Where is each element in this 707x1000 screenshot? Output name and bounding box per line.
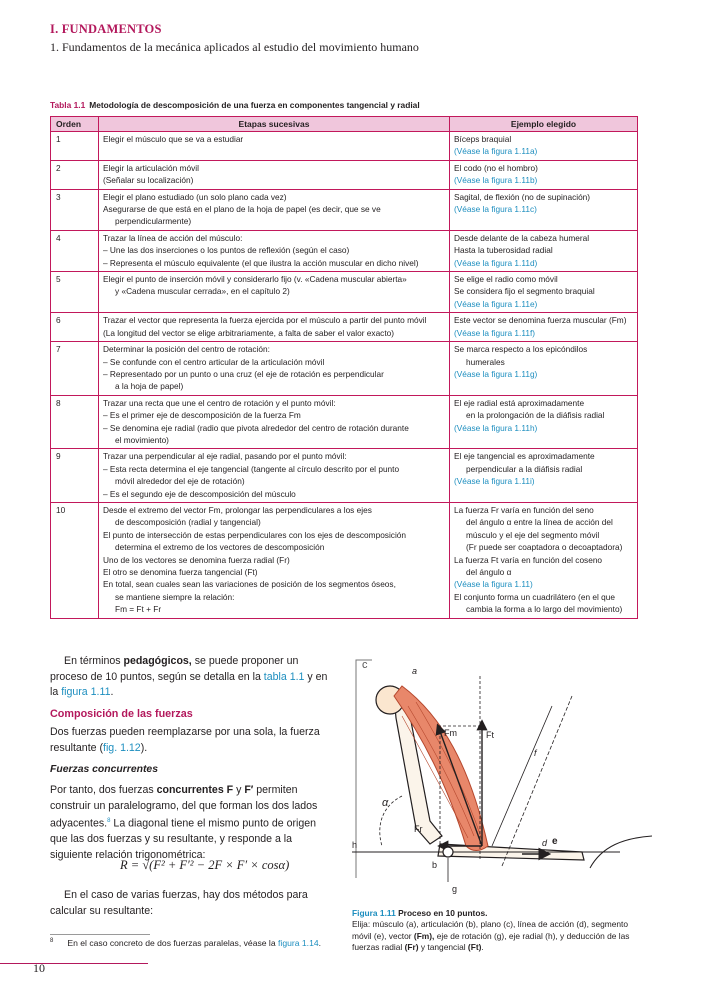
section-header: I. FUNDAMENTOS bbox=[50, 22, 162, 36]
cell-line: Fm = Ft + Fr bbox=[115, 604, 162, 615]
cell-line: Elegir la articulación móvil bbox=[103, 162, 199, 173]
figure-reference[interactable]: (Véase la figura 1.11) bbox=[454, 579, 533, 590]
page-number-rule bbox=[0, 963, 148, 964]
example-cell bbox=[450, 160, 638, 189]
label-f: f bbox=[534, 748, 537, 758]
rotation-center bbox=[443, 847, 453, 857]
table-row bbox=[51, 313, 638, 342]
cell-line: En total, sean cuales sean las variaciones de posición de los segmentos óseos, bbox=[103, 579, 396, 590]
figure-reference[interactable]: (Véase la figura 1.11a) bbox=[454, 146, 538, 157]
stage-cell bbox=[99, 132, 450, 161]
cell-line: en la prolongación de la diáfisis radial bbox=[466, 410, 605, 421]
bold-text: concurrentes F bbox=[156, 784, 234, 796]
label-ft: Ft bbox=[486, 730, 494, 740]
text-span: eje de rotación (g), eje radial (h), y deducción de las fuerzas radial bbox=[352, 930, 630, 953]
steps-table bbox=[50, 116, 638, 619]
row-number: 5 bbox=[51, 272, 99, 313]
table-row bbox=[51, 502, 638, 618]
text-span: se puede proponer un proceso de 10 puntos, según se detalla en la bbox=[50, 655, 299, 683]
figure-caption bbox=[352, 908, 648, 954]
example-cell bbox=[450, 272, 638, 313]
cell-line: y «Cadena muscular cerrada», en el capítulo 2) bbox=[115, 286, 290, 297]
cell-line: Se elige el radio como móvil bbox=[454, 274, 558, 285]
cell-line: a la hoja de papel) bbox=[115, 381, 184, 392]
example-cell bbox=[450, 395, 638, 449]
example-cell bbox=[450, 132, 638, 161]
cell-line: (Fr puede ser coaptadora o decoaptadora) bbox=[466, 542, 623, 553]
figure-reference[interactable]: (Véase la figura 1.11g) bbox=[454, 368, 538, 379]
text-span: . bbox=[481, 942, 484, 953]
paragraph-composicion bbox=[50, 725, 336, 756]
row-number: 1 bbox=[51, 132, 99, 161]
cell-line: La fuerza Ft varía en función del coseno bbox=[454, 554, 603, 565]
label-a: a bbox=[412, 666, 418, 676]
row-number: 10 bbox=[51, 502, 99, 618]
heading-concurrentes: Fuerzas concurrentes bbox=[50, 764, 158, 775]
figure-reference[interactable]: (Véase la figura 1.11h) bbox=[454, 422, 538, 433]
cell-line: el movimiento) bbox=[115, 434, 169, 445]
cell-line: – Es el segundo eje de descomposición del músculo bbox=[103, 488, 296, 499]
cell-line: determina el extremo de los vectores de descomposición bbox=[115, 542, 325, 553]
table-row bbox=[51, 230, 638, 271]
cell-line: humerales bbox=[466, 356, 505, 367]
example-cell bbox=[450, 189, 638, 230]
label-alpha: α bbox=[382, 797, 389, 809]
table-row bbox=[51, 342, 638, 396]
text-span: . bbox=[110, 686, 114, 699]
table-row bbox=[51, 132, 638, 161]
figure-1-11 bbox=[352, 656, 662, 896]
text-span: Dos fuerzas pueden reemplazarse por una sola, la fuerza resultante ( bbox=[50, 726, 320, 754]
figure-reference[interactable]: (Véase la figura 1.11e) bbox=[454, 298, 538, 309]
cell-line: La fuerza Fr varía en función del seno bbox=[454, 504, 594, 515]
example-cell bbox=[450, 342, 638, 396]
cell-line: – Une las dos inserciones o los puntos de reflexión (según el caso) bbox=[103, 245, 350, 256]
figure-reference[interactable]: (Véase la figura 1.11i) bbox=[454, 476, 535, 487]
table-caption: Metodología de descomposición de una fuerza en componentes tangencial y radial bbox=[89, 100, 420, 110]
cell-line: El eje radial está aproximadamente bbox=[454, 397, 585, 408]
table-row bbox=[51, 189, 638, 230]
text-span: Por tanto, dos fuerzas bbox=[50, 784, 157, 796]
stage-cell bbox=[99, 342, 450, 396]
cell-line: – Es el primer eje de descomposición de la fuerza Fm bbox=[103, 410, 301, 421]
cell-line: – Se confunde con el centro articular de la articulación móvil bbox=[103, 356, 325, 367]
text-span: y en la bbox=[50, 670, 328, 699]
stage-cell bbox=[99, 230, 450, 271]
line-of-action bbox=[502, 696, 572, 866]
caption-title: Proceso en 10 puntos. bbox=[398, 908, 488, 918]
table-body bbox=[51, 132, 638, 619]
figure-reference[interactable]: (Véase la figura 1.11c) bbox=[454, 204, 537, 215]
cell-line: Bíceps braquial bbox=[454, 134, 512, 144]
table-row bbox=[51, 272, 638, 313]
label-b: b bbox=[432, 860, 438, 870]
figure-link[interactable]: figura 1.11 bbox=[61, 686, 111, 699]
cell-line: – Representado por un punto o una cruz (el eje de rotación es perpendicular bbox=[103, 368, 384, 379]
label-g: g bbox=[452, 884, 458, 894]
cell-line: Desde el extremo del vector Fm, prolongar las perpendiculares a los ejes bbox=[103, 504, 372, 515]
cell-line: Desde delante de la cabeza humeral bbox=[454, 232, 590, 243]
cell-line: El codo (no el hombro) bbox=[454, 162, 538, 173]
stage-cell bbox=[99, 272, 450, 313]
table-label: Tabla 1.1 bbox=[50, 100, 86, 110]
chapter-header: 1. Fundamentos de la mecánica aplicados al estudio del movimiento humano bbox=[50, 40, 419, 54]
row-number: 4 bbox=[51, 230, 99, 271]
example-cell bbox=[450, 313, 638, 342]
table-header-row bbox=[51, 117, 638, 132]
example-cell bbox=[450, 230, 638, 271]
cell-line: Hasta la tuberosidad radial bbox=[454, 245, 553, 256]
label-c: c bbox=[362, 659, 368, 671]
heading-composicion: Composición de las fuerzas bbox=[50, 708, 193, 720]
stage-cell bbox=[99, 502, 450, 618]
cell-line: perpendicularmente) bbox=[115, 216, 192, 227]
table-row bbox=[51, 160, 638, 189]
footnote-divider bbox=[50, 934, 150, 935]
cell-line: Elegir el músculo que se va a estudiar bbox=[103, 134, 244, 144]
label-e: e bbox=[552, 836, 558, 847]
table-title bbox=[50, 100, 420, 110]
caption-label: Figura 1.11 bbox=[352, 908, 396, 918]
figure-reference[interactable]: (Véase la figura 1.11d) bbox=[454, 257, 538, 268]
figure-link[interactable]: fig. 1.12 bbox=[103, 741, 141, 754]
resultant-formula: R = √(F² + F′² − 2F × F′ × cosα) bbox=[120, 858, 290, 872]
cell-line: Trazar la línea de acción del músculo: bbox=[103, 232, 243, 243]
cell-line: Trazar una recta que une el centro de rotación y el punto móvil: bbox=[103, 397, 336, 408]
row-number: 8 bbox=[51, 395, 99, 449]
footnote-number: 8 bbox=[50, 938, 54, 945]
table-link[interactable]: tabla 1.1 bbox=[263, 670, 305, 683]
label-d: d bbox=[542, 838, 548, 848]
elbow-force-diagram bbox=[352, 656, 662, 896]
cell-line: – Esta recta determina el eje tangencial (tangente al círculo descrito por el punto bbox=[103, 463, 400, 474]
cell-line: Elegir el plano estudiado (un solo plano cada vez) bbox=[103, 191, 287, 202]
cell-line: móvil alrededor del eje de rotación) bbox=[115, 476, 245, 487]
cell-line: (La longitud del vector se elige arbitrariamente, a falta de saber el valor exacto) bbox=[103, 327, 395, 338]
cell-line: Se considera fijo el segmento braquial bbox=[454, 286, 595, 297]
bold-text: F′ bbox=[244, 784, 254, 796]
row-number: 6 bbox=[51, 313, 99, 342]
paragraph-varias-fuerzas: En el caso de varias fuerzas, hay dos métodos para calcular su resultante: bbox=[50, 889, 308, 917]
cell-line: Se marca respecto a los epicóndilos bbox=[454, 344, 588, 355]
example-cell bbox=[450, 449, 638, 503]
cell-line: del ángulo α bbox=[466, 567, 512, 577]
cell-line: El punto de intersección de estas perpendiculares con los ejes de descomposición bbox=[103, 529, 407, 540]
cell-line: – Se denomina eje radial (radio que pivota alrededor del centro de rotación durante bbox=[103, 422, 409, 433]
table-row bbox=[51, 449, 638, 503]
vector-f-line bbox=[492, 706, 552, 846]
label-h: h bbox=[352, 840, 358, 850]
cell-line: Elegir el punto de inserción móvil y considerarlo fijo (v. «Cadena muscular abierta» bbox=[103, 274, 407, 285]
cell-line: Determinar la posición del centro de rotación: bbox=[103, 344, 270, 355]
footnote bbox=[50, 938, 321, 948]
figure-reference[interactable]: (Véase la figura 1.11b) bbox=[454, 175, 538, 186]
row-number: 2 bbox=[51, 160, 99, 189]
text-span: y bbox=[233, 784, 245, 796]
footnote-ref[interactable]: 8 bbox=[107, 818, 111, 825]
figure-link[interactable]: figura 1.14 bbox=[278, 938, 319, 948]
text-span: permiten construir un paralelogramo, del que forman los dos lados adyacentes. bbox=[50, 784, 318, 830]
label-fm: Fm bbox=[444, 728, 457, 738]
text-span: y tangencial bbox=[418, 942, 468, 953]
header-orden: Orden bbox=[51, 117, 99, 132]
paragraph-concurrentes bbox=[50, 783, 336, 864]
cell-line: El otro se denomina fuerza tangencial (Ft) bbox=[103, 567, 258, 577]
table-row bbox=[51, 395, 638, 449]
text-span: En términos bbox=[64, 655, 124, 667]
cell-line: del ángulo α entre la línea de acción del bbox=[466, 517, 613, 528]
cell-line: Uno de los vectores se denomina fuerza radial (Fr) bbox=[103, 554, 290, 565]
bold-text: (Fr) bbox=[404, 942, 419, 953]
bold-text: (Fm), bbox=[413, 930, 435, 941]
stage-cell bbox=[99, 449, 450, 503]
cell-line: perpendicular a la diáfisis radial bbox=[466, 463, 583, 474]
row-number: 7 bbox=[51, 342, 99, 396]
cell-line: Sagital, de flexión (no de supinación) bbox=[454, 191, 591, 202]
text-span: En el caso concreto de dos fuerzas paralelas, véase la bbox=[67, 938, 279, 948]
text-span: ). bbox=[140, 741, 148, 754]
cell-line: El conjunto forma un cuadrilátero (en el que bbox=[454, 591, 615, 602]
row-number: 3 bbox=[51, 189, 99, 230]
header-ejemplo: Ejemplo elegido bbox=[450, 117, 638, 132]
example-cell bbox=[450, 502, 638, 618]
label-fr: Fr bbox=[414, 824, 423, 834]
figure-reference[interactable]: (Véase la figura 1.11f) bbox=[454, 327, 536, 338]
page-number: 10 bbox=[33, 961, 45, 975]
cell-line: El eje tangencial es aproximadamente bbox=[454, 451, 595, 462]
cell-line: Asegurarse de que está en el plano de la hoja de papel (es decir, que se ve bbox=[103, 204, 381, 215]
cell-line: se mantiene siempre la relación: bbox=[115, 591, 235, 602]
stage-cell bbox=[99, 160, 450, 189]
cell-line: Este vector se denomina fuerza muscular (Fm) bbox=[454, 315, 627, 326]
stage-cell bbox=[99, 189, 450, 230]
plane-frame bbox=[356, 660, 372, 878]
cell-line: de descomposición (radial y tangencial) bbox=[115, 517, 261, 528]
cell-line: (Señalar su localización) bbox=[103, 175, 194, 186]
cell-line: – Representa el músculo equivalente (el que ilustra la acción muscular en dicho nivel) bbox=[103, 257, 419, 268]
text-span: La diagonal tiene el mismo punto de origen que las dos fuerzas y su resultante, y responde a la siguiente relación trigonométrica: bbox=[50, 817, 317, 861]
cell-line: músculo y el eje del segmento móvil bbox=[466, 529, 600, 540]
cell-line: Trazar el vector que representa la fuerza ejercida por el músculo a partir del punto móvil bbox=[103, 315, 427, 326]
cell-line: cambia la forma a lo largo del movimiento) bbox=[466, 604, 623, 615]
header-etapas: Etapas sucesivas bbox=[99, 117, 450, 132]
cell-line: Trazar una perpendicular al eje radial, pasando por el punto móvil: bbox=[103, 451, 347, 462]
bold-text: pedagógicos, bbox=[123, 655, 192, 667]
stage-cell bbox=[99, 395, 450, 449]
text-span: . bbox=[318, 938, 322, 948]
stage-cell bbox=[99, 313, 450, 342]
bold-text: (Ft) bbox=[467, 942, 482, 953]
text-span: Elija: músculo (a), articulación (b), plano (c), línea de acción (d), segmento móvil (e), vector bbox=[352, 919, 629, 941]
paragraph-intro bbox=[50, 654, 336, 701]
row-number: 9 bbox=[51, 449, 99, 503]
